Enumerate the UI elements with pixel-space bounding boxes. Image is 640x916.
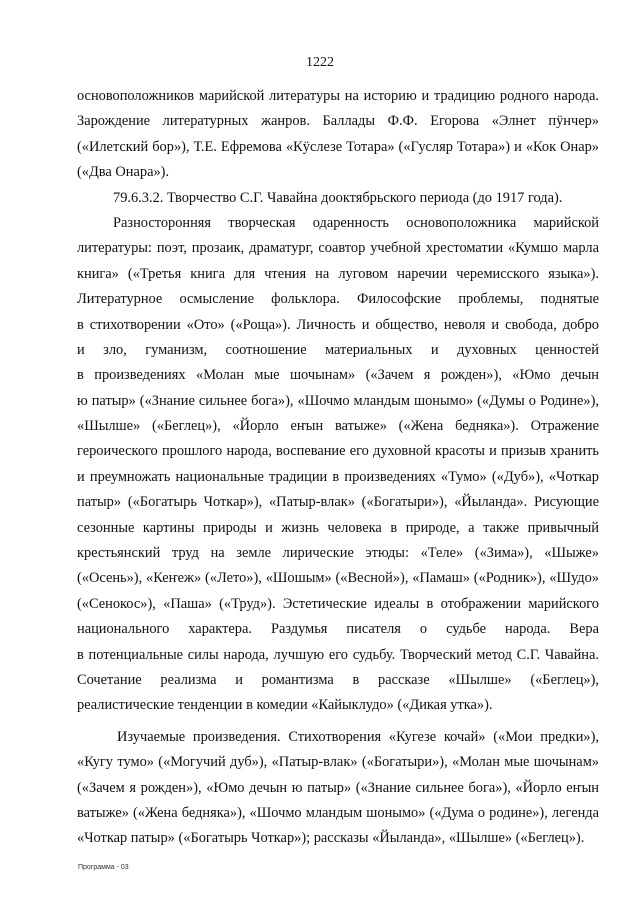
text-line: и зло, гуманизм, соотношение материальных и духовных ценностей bbox=[77, 341, 599, 358]
text-line: крестьянский труд на земле лирические этюды: «Теле» («Зима»), «Шыже» bbox=[77, 545, 599, 562]
body-text bbox=[77, 84, 599, 852]
text-line: ватыже» («Жена бедняка»), «Шочмо мландым шонымо» («Дума о родине»), легенда bbox=[77, 804, 599, 821]
text-line: литературы: поэт, прозаик, драматург, соавтор учебной хрестоматии «Кумшо марла bbox=[77, 240, 599, 257]
text-line: Зарождение литературных жанров. Баллады Ф.Ф. Егорова «Элнет пӱнчер» bbox=[77, 113, 599, 130]
text-line: ю патыр» («Знание сильнее бога»), «Шочмо мландым шонымо» («Думы о Родине»), bbox=[77, 392, 599, 409]
text-line: («Осень»), «Кеҥеж» («Лето»), «Шошым» («Весной»), «Памаш» («Родник»), «Шудо» bbox=[77, 570, 599, 587]
text-line: Литературное осмысление фольклора. Философские проблемы, поднятые bbox=[77, 291, 599, 308]
text-line: книга» («Третья книга для чтения на луговом наречии черемисского языка»). bbox=[77, 265, 599, 282]
footer-program-label: Программа - 03 bbox=[78, 864, 129, 871]
text-line: («Сенокос»), «Паша» («Труд»). Эстетические идеалы в отображении марийского bbox=[77, 595, 599, 612]
text-line: патыр» («Богатырь Чоткар»), «Патыр-влак» («Богатыри»), «Йыланда». Рисующие bbox=[77, 494, 599, 511]
text-line: в стихотворении «Ото» («Роща»). Личность и общество, неволя и свобода, добро bbox=[77, 316, 599, 333]
text-line: Сочетание реализма и романтизма в рассказе «Шылше» («Беглец»), bbox=[77, 671, 599, 688]
text-line: «Кугу тумо» («Могучий дуб»), «Патыр-влак» («Богатыри»), «Молан мые шочынам» bbox=[77, 754, 599, 771]
text-line: сезонные картины природы и жизнь человека в природе, а также привычный bbox=[77, 519, 599, 536]
text-line: героического прошлого народа, воспевание его духовной красоты и призыв хранить bbox=[77, 443, 599, 460]
text-line: «Чоткар патыр» («Богатырь Чоткар»); рассказы «Йыланда», «Шылше» («Беглец»). bbox=[77, 830, 585, 847]
section-heading: 79.6.3.2. Творчество С.Г. Чавайна дооктябрьского периода (до 1917 года). bbox=[113, 189, 563, 206]
text-line: и преумножать национальные традиции в произведениях «Тумо» («Дуб»), «Чоткар bbox=[77, 468, 599, 485]
text-line: («Илетский бор»), Т.Е. Ефремова «Кӱслезе Тотара» («Гусляр Тотара») и «Кок Онар» bbox=[77, 138, 599, 155]
text-line: («Два Онара»). bbox=[77, 164, 170, 181]
text-line: в потенциальные силы народа, лучшую его судьбу. Творческий метод С.Г. Чавайна. bbox=[77, 646, 599, 663]
text-line: основоположников марийской литературы на историю и традицию родного народа. bbox=[77, 88, 599, 104]
page-number: 1222 bbox=[306, 55, 334, 70]
text-line: национального характера. Раздумья писателя о судьбе народа. Вера bbox=[77, 621, 599, 638]
text-line: в произведениях «Молан мые шочынам» («Зачем я рожден»), «Юмо дечын bbox=[77, 367, 599, 384]
text-line: («Зачем я рожден»), «Юмо дечын ю патыр» («Знание сильнее бога»), «Йорло еҥын bbox=[77, 779, 599, 796]
text-line: реалистические тенденции в комедии «Кайыклудо» («Дикая утка»). bbox=[77, 697, 493, 714]
text-line: «Шылше» («Беглец»), «Йорло еҥын ватыже» («Жена бедняка»). Отражение bbox=[77, 418, 599, 435]
text-line: Разносторонняя творческая одаренность основоположника марийской bbox=[113, 214, 599, 231]
text-line: Изучаемые произведения. Стихотворения «Кугезе кочай» («Мои предки»), bbox=[117, 728, 599, 745]
